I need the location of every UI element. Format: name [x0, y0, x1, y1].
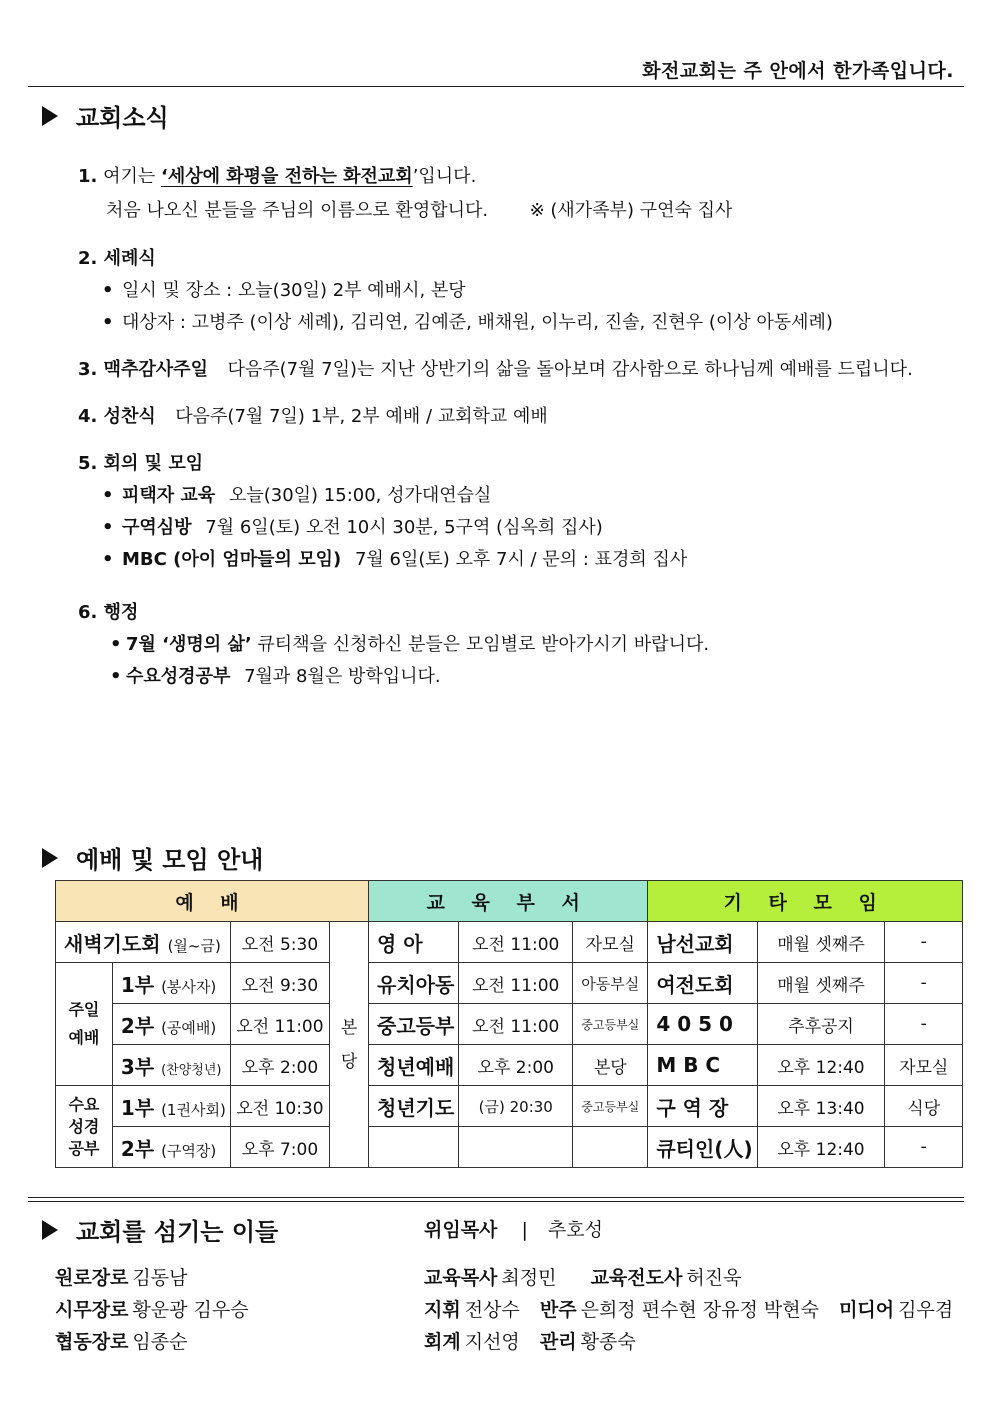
triangle-bullet-icon	[42, 1220, 58, 1240]
other-place: 자모실	[885, 1045, 963, 1086]
edu-time: 오전 11:00	[459, 922, 573, 963]
other-time: 매월 셋째주	[757, 963, 885, 1004]
service-time: 오전 9:30	[230, 963, 329, 1004]
staff-name: 김동남	[132, 1267, 188, 1289]
other-name: 여전도회	[648, 963, 757, 1004]
triangle-bullet-icon	[42, 106, 58, 126]
elder-emeritus-line	[55, 1263, 187, 1290]
staff-name: 허진욱	[686, 1267, 742, 1289]
edu-time: 오전 11:00	[459, 1004, 573, 1045]
table-row	[56, 1086, 963, 1127]
church-motto: 화전교회는 주 안에서 한가족입니다.	[642, 60, 954, 82]
admin-label: 7월 ‘생명의 삶’	[126, 634, 252, 655]
active-elders-line	[55, 1295, 249, 1322]
edu-time: 오후 2:00	[459, 1045, 573, 1086]
news-item-1-line1	[78, 162, 476, 188]
baptism-datetime: 일시 및 장소 : 오늘(30일) 2부 예배시, 본당	[122, 280, 466, 301]
bullet-icon: •	[110, 666, 122, 687]
main-sanctuary-cell: 본 당	[330, 922, 369, 1168]
item1-post-text: ’입니다.	[412, 166, 477, 187]
news-item-5-bullet2	[102, 513, 603, 539]
staff-label: 지휘	[424, 1299, 461, 1321]
staff-label: 교육전도사	[590, 1267, 683, 1289]
meeting-text: 오늘(30일) 15:00, 성가대연습실	[228, 485, 492, 506]
news-title: 교회소식	[76, 104, 169, 132]
edu-name: 청년기도	[369, 1086, 459, 1127]
service-sub: (찬양청년)	[161, 1062, 222, 1078]
worship-header: 예 배	[56, 881, 369, 922]
dawn-prayer-name: 새벽기도회	[64, 931, 161, 956]
item1-welcome-text: 처음 나오신 분들을 주님의 이름으로 환영합니다.	[106, 200, 489, 221]
other-time: 오후 13:40	[757, 1086, 885, 1127]
staff-name: 지선영	[464, 1331, 520, 1353]
other-place: -	[885, 1004, 963, 1045]
other-place: -	[885, 963, 963, 1004]
bullet-icon: •	[110, 634, 122, 655]
edu-name: 유치아동	[369, 963, 459, 1004]
service-name	[112, 1086, 230, 1127]
dawn-prayer-cell	[56, 922, 231, 963]
meeting-label: MBC (아이 엄마들의 모임)	[122, 549, 342, 570]
admin-staff-line	[424, 1327, 636, 1354]
edu-place: 중고등부실	[573, 1086, 648, 1127]
empty-cell	[369, 1127, 459, 1168]
other-place: -	[885, 922, 963, 963]
news-item-3	[78, 355, 913, 381]
edu-name: 영 아	[369, 922, 459, 963]
wednesday-study-group: 수요 성경 공부	[56, 1086, 113, 1168]
sunday-worship-group: 주일 예배	[56, 963, 113, 1086]
associate-elder-line	[55, 1327, 187, 1354]
meeting-text: 7월 6일(토) 오후 7시 / 문의 : 표경희 집사	[354, 549, 688, 570]
news-item-2-bullet2	[102, 308, 833, 334]
service-label: 3부	[120, 1054, 155, 1079]
other-time: 매월 셋째주	[757, 922, 885, 963]
pastor-name: 추호성	[547, 1219, 603, 1241]
senior-pastor-line	[424, 1215, 603, 1242]
staff-label: 미디어	[839, 1299, 895, 1321]
staff-section-title	[42, 1212, 278, 1247]
header-divider	[28, 86, 964, 87]
item1-note: ※ (새가족부) 구연숙 집사	[529, 200, 733, 221]
edu-place: 중고등부실	[573, 1004, 648, 1045]
table-row	[56, 922, 963, 963]
news-item-4	[78, 402, 548, 428]
item3-text: 다음주(7월 7일)는 지난 상반기의 삶을 돌아보며 감사함으로 하나님께 예배를 드립니다.	[227, 359, 913, 380]
service-sub: (구역장)	[161, 1141, 217, 1160]
service-label: 1부	[120, 1095, 155, 1120]
empty-cell	[459, 1127, 573, 1168]
item4-title: 4. 성찬식	[78, 406, 156, 427]
other-name: 남선교회	[648, 922, 757, 963]
other-time: 오후 12:40	[757, 1127, 885, 1168]
table-row	[56, 1045, 963, 1086]
service-label: 2부	[120, 1013, 155, 1038]
schedule-table	[55, 880, 963, 1168]
footer-divider	[28, 1201, 964, 1202]
staff-name: 최정민	[501, 1267, 557, 1289]
schedule-title: 예배 및 모임 안내	[76, 846, 264, 874]
service-sub: (공예배)	[161, 1018, 217, 1037]
staff-name: 임종순	[132, 1331, 188, 1353]
service-name	[112, 1004, 230, 1045]
table-row	[56, 1004, 963, 1045]
news-item-6-bullet2	[110, 662, 441, 688]
meeting-text: 7월 6일(토) 오전 10시 30분, 5구역 (심옥희 집사)	[205, 517, 603, 538]
other-time: 추후공지	[757, 1004, 885, 1045]
news-item-2-bullet1	[102, 276, 466, 302]
edu-name: 청년예배	[369, 1045, 459, 1086]
bullet-icon: •	[102, 517, 114, 538]
pastor-label: 위임목사	[424, 1219, 498, 1241]
meeting-label: 피택자 교육	[122, 485, 216, 506]
staff-label: 교육목사	[424, 1267, 498, 1289]
news-item-5-bullet1	[102, 481, 491, 507]
other-place: -	[885, 1127, 963, 1168]
service-label: 1부	[120, 972, 155, 997]
news-item-5-title: 5. 회의 및 모임	[78, 453, 204, 474]
others-header: 기 타 모 임	[648, 881, 963, 922]
baptism-candidates: 대상자 : 고병주 (이상 세례), 김리연, 김예준, 배채원, 이누리, 진솔, 진현우 (이상 아동세례)	[122, 312, 833, 333]
service-time: 오전 10:30	[230, 1086, 329, 1127]
table-row	[56, 963, 963, 1004]
bullet-icon: •	[102, 549, 114, 570]
item-number: 1.	[78, 166, 98, 187]
table-row	[56, 1127, 963, 1168]
table-header-row	[56, 881, 963, 922]
admin-label: 수요성경공부	[126, 666, 231, 687]
bullet-icon: •	[102, 312, 114, 333]
triangle-bullet-icon	[42, 848, 58, 868]
news-item-6-bullet1	[110, 630, 709, 656]
item1-highlight: ‘세상에 화평을 전하는 화전교회	[161, 166, 413, 187]
news-item-1-line2	[106, 196, 732, 222]
service-label: 2부	[120, 1136, 155, 1161]
other-place: 식당	[885, 1086, 963, 1127]
other-name: 큐티인(人)	[648, 1127, 757, 1168]
service-name	[112, 1045, 230, 1086]
staff-label: 협동장로	[55, 1331, 129, 1353]
other-name: M B C	[648, 1045, 757, 1086]
dawn-prayer-time: 오전 5:30	[230, 922, 329, 963]
admin-text: 7월과 8월은 방학입니다.	[244, 666, 441, 687]
news-section-title	[42, 98, 169, 133]
staff-name: 은희정 편수현 장유정 박현숙	[580, 1299, 819, 1321]
dawn-prayer-days: (월~금)	[167, 936, 221, 955]
service-sub: (1권사회)	[161, 1100, 226, 1119]
news-item-5-bullet3	[102, 545, 687, 571]
staff-label: 반주	[539, 1299, 577, 1321]
other-name: 4 0 5 0	[648, 1004, 757, 1045]
service-time: 오후 2:00	[230, 1045, 329, 1086]
news-item-2-title: 2. 세례식	[78, 248, 156, 269]
staff-name: 황운광 김우승	[132, 1299, 249, 1321]
staff-name: 김우겸	[898, 1299, 954, 1321]
staff-label: 시무장로	[55, 1299, 129, 1321]
edu-place: 아동부실	[573, 963, 648, 1004]
edu-time: 오전 11:00	[459, 963, 573, 1004]
edu-time: (금) 20:30	[459, 1086, 573, 1127]
item1-pre-text: 여기는	[103, 166, 161, 187]
news-item-6-title: 6. 행정	[78, 602, 139, 623]
service-name	[112, 1127, 230, 1168]
bullet-icon: •	[102, 485, 114, 506]
item3-title: 3. 맥추감사주일	[78, 359, 208, 380]
meeting-label: 구역심방	[122, 517, 192, 538]
bullet-icon: •	[102, 280, 114, 301]
staff-label: 관리	[539, 1331, 577, 1353]
service-sub: (봉사자)	[161, 977, 217, 996]
edu-place: 자모실	[573, 922, 648, 963]
empty-cell	[573, 1127, 648, 1168]
admin-text: 큐티책을 신청하신 분들은 모임별로 받아가시기 바랍니다.	[257, 634, 710, 655]
staff-label: 회계	[424, 1331, 461, 1353]
education-staff-line	[424, 1263, 741, 1290]
staff-title: 교회를 섬기는 이들	[76, 1218, 279, 1246]
other-time: 오후 12:40	[757, 1045, 885, 1086]
other-name: 구 역 장	[648, 1086, 757, 1127]
schedule-section-title	[42, 840, 263, 875]
staff-name: 황종숙	[580, 1331, 636, 1353]
footer-divider	[28, 1197, 964, 1198]
staff-name: 전상수	[464, 1299, 520, 1321]
service-time: 오후 7:00	[230, 1127, 329, 1168]
education-header: 교 육 부 서	[369, 881, 648, 922]
edu-name: 중고등부	[369, 1004, 459, 1045]
service-time: 오전 11:00	[230, 1004, 329, 1045]
item4-text: 다음주(7월 7일) 1부, 2부 예배 / 교회학교 예배	[175, 406, 548, 427]
separator: |	[521, 1219, 528, 1241]
staff-label: 원로장로	[55, 1267, 129, 1289]
service-name	[112, 963, 230, 1004]
music-staff-line	[424, 1295, 953, 1322]
edu-place: 본당	[573, 1045, 648, 1086]
